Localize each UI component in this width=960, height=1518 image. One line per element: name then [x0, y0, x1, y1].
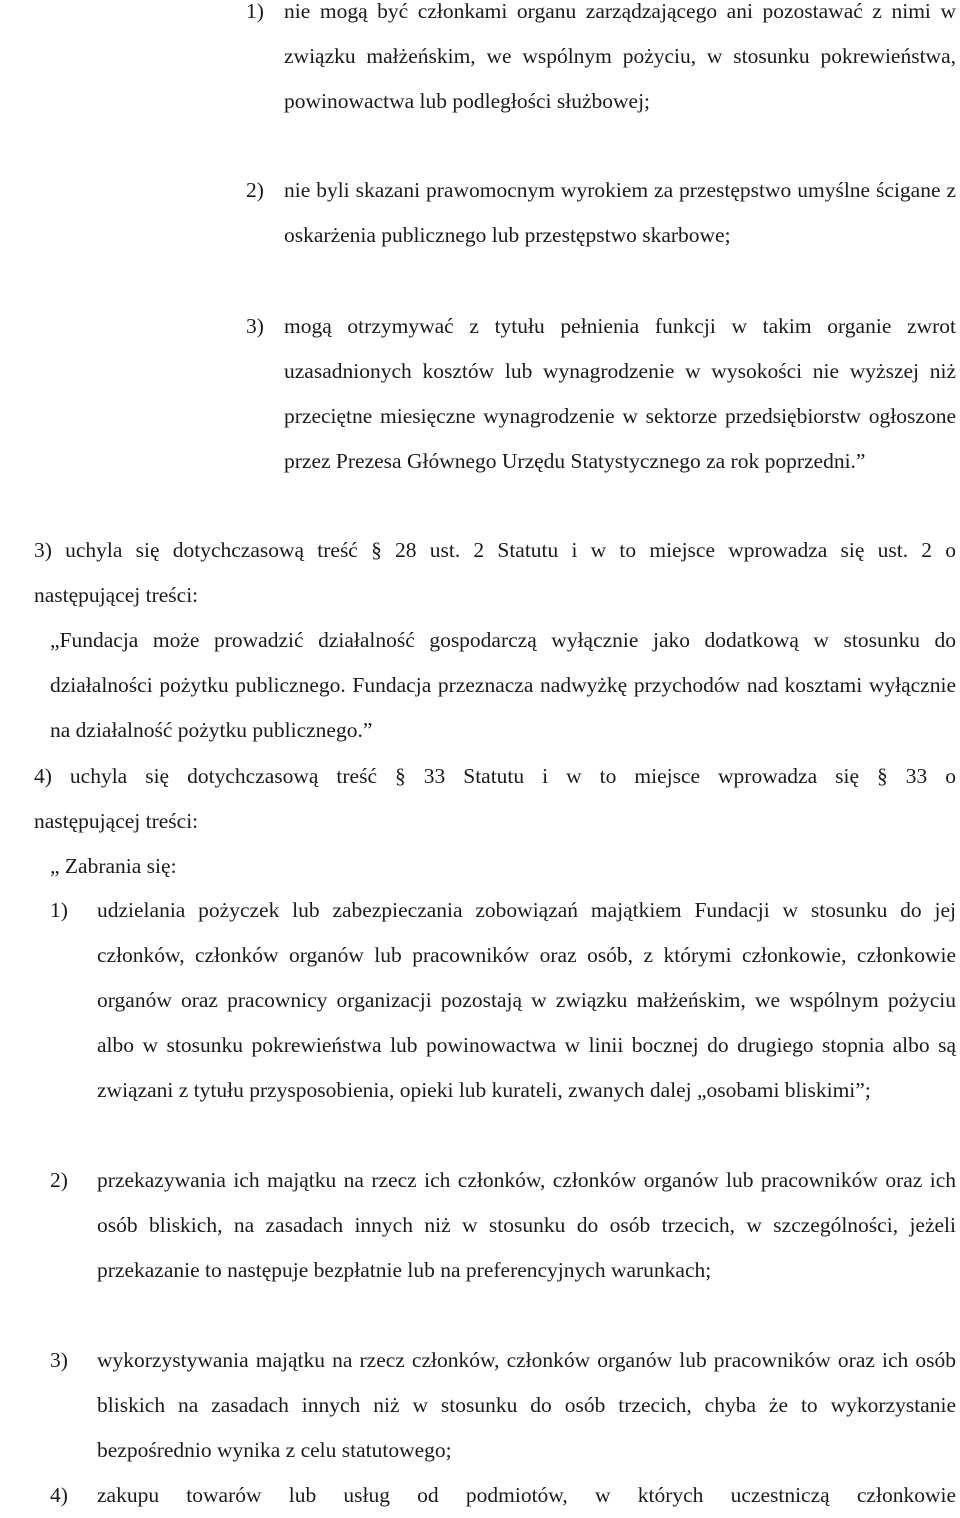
quoted-intro: „ Zabrania się:	[50, 854, 177, 878]
list-item-number: 2)	[50, 1168, 68, 1192]
amendment-heading-continuation: następującej treści:	[34, 809, 199, 833]
list-item-number: 1)	[50, 898, 68, 922]
amendment-heading: 3) uchyla się dotychczasową treść § 28 ust. 2 Statutu i w to miejsce wprowadza się ust. 2 o	[34, 538, 956, 562]
list-item-number: 4)	[50, 1483, 68, 1507]
amendment-heading-continuation: następującej treści:	[34, 583, 199, 607]
list-item-number: 3)	[246, 314, 264, 338]
list-item-text: nie byli skazani prawomocnym wyrokiem za przestępstwo umyślne ścigane z oskarżenia publicznego lub przestępstwo skarbowe;	[284, 178, 956, 247]
list-item-text: wykorzystywania majątku na rzecz członków, członków organów lub pracowników oraz ich osób bliskich na zasadach innych niż w stosunku do osób trzecich, chyba że to wykorzystanie bezpośrednio wynika z celu statutowego;	[97, 1348, 956, 1462]
list-item-text: przekazywania ich majątku na rzecz ich członków, członków organów lub pracowników oraz ich osób bliskich, na zasadach innych niż w stosunku do osób trzecich, w szczególności, jeżeli przekazanie to następuje bezpłatnie lub na preferencyjnych warunkach;	[97, 1168, 956, 1282]
list-item-number: 3)	[50, 1348, 68, 1372]
list-item-text: udzielania pożyczek lub zabezpieczania zobowiązań majątkiem Fundacji w stosunku do jej członków, członków organów lub pracowników oraz osób, z którymi członkowie, członkowie organów oraz pracownicy organizacji pozostają w związku małżeńskim, we wspólnym pożyciu albo w stosunku pokrewieństwa lub powinowactwa w linii bocznej do drugiego stopnia albo są związani z tytułu przysposobienia, opieki lub kurateli, zwanych dalej „osobami bliskimi”;	[97, 898, 956, 1102]
list-item-number: 1)	[246, 0, 264, 23]
list-item-number: 2)	[246, 178, 264, 202]
list-item-text: nie mogą być członkami organu zarządzającego ani pozostawać z nimi w związku małżeńskim, we wspólnym pożyciu, w stosunku pokrewieństwa, powinowactwa lub podległości służbowej;	[284, 0, 956, 113]
list-item-text: mogą otrzymywać z tytułu pełnienia funkcji w takim organie zwrot uzasadnionych kosztów lub wynagrodzenie w wysokości nie wyższej niż przeciętne miesięczne wynagrodzenie w sektorze przedsiębiorstw ogłoszone przez Prezesa Głównego Urzędu Statystycznego za rok poprzedni.”	[284, 314, 956, 473]
quoted-provision: „Fundacja może prowadzić działalność gospodarczą wyłącznie jako dodatkową w stosunku do działalności pożytku publicznego. Fundacja przeznacza nadwyżkę przychodów nad kosztami wyłącznie na działalność pożytku publicznego.”	[50, 628, 956, 742]
list-item-text: zakupu towarów lub usług od podmiotów, w których uczestniczą członkowie	[97, 1483, 956, 1507]
amendment-heading: 4) uchyla się dotychczasową treść § 33 Statutu i w to miejsce wprowadza się § 33 o	[34, 764, 956, 788]
